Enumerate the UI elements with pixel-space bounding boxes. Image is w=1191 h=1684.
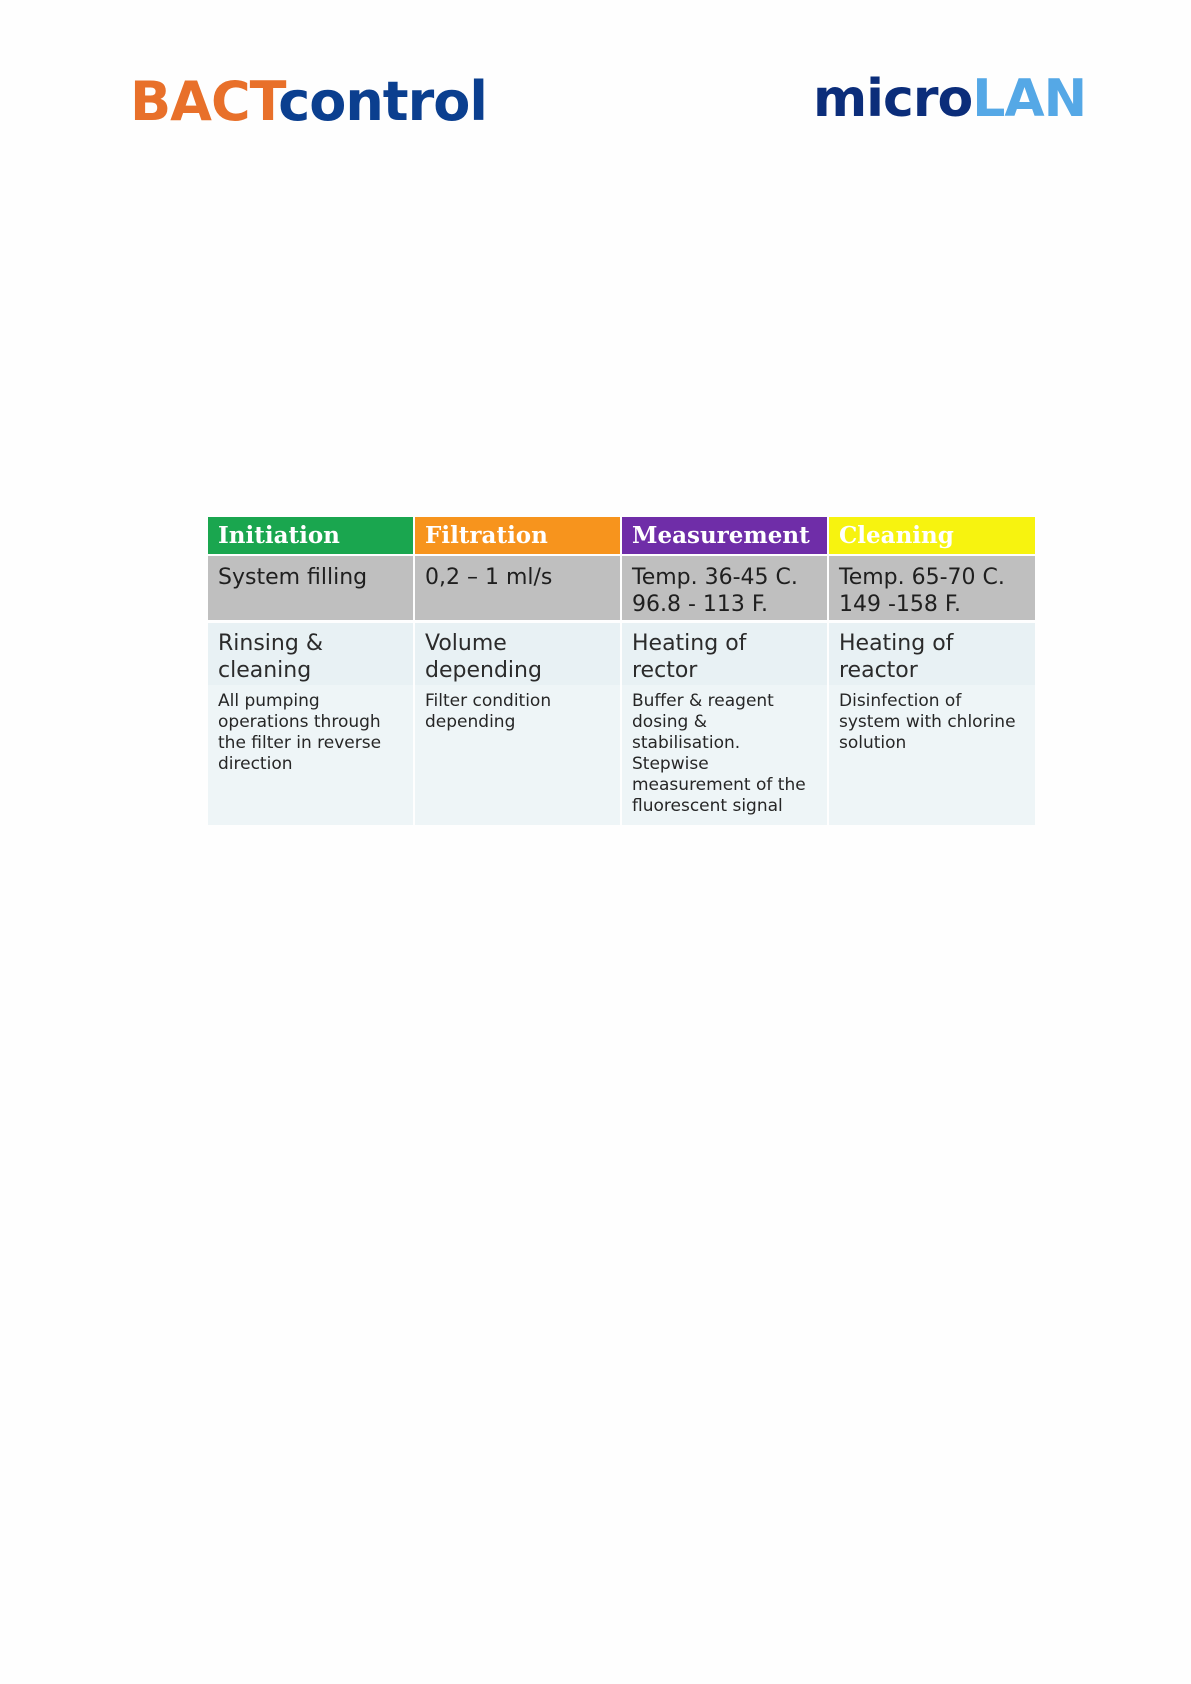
cell-line: Filter condition [425, 691, 552, 711]
cell-line: fluorescent signal [632, 796, 783, 816]
cell-line: Heating of [632, 631, 747, 656]
cell-line: depending [425, 712, 516, 732]
table-cell [622, 556, 827, 620]
header-filtration: Filtration [415, 517, 620, 554]
table-cell [829, 685, 1035, 825]
cell-line: reactor [839, 658, 918, 683]
table-cell [622, 623, 827, 685]
header-measurement: Measurement [622, 517, 827, 554]
cell-line: dosing & [632, 712, 707, 732]
bactcontrol-logo-part1: BACT [130, 70, 279, 133]
header-initiation: Initiation [208, 517, 413, 554]
cell-line: 0,2 – 1 ml/s [425, 565, 553, 590]
cell-line: Temp. 36-45 C. [632, 565, 798, 590]
bactcontrol-logo [130, 70, 487, 133]
cell-line: Buffer & reagent [632, 691, 774, 711]
table-cell [415, 623, 620, 685]
cell-line: system with chlorine [839, 712, 1016, 732]
cell-line: depending [425, 658, 542, 683]
cell-line: Disinfection of [839, 691, 962, 711]
table-cell [829, 556, 1035, 620]
cell-line: System filling [218, 565, 368, 590]
cell-line: Rinsing & [218, 631, 323, 656]
cell-line: rector [632, 658, 698, 683]
cell-line: cleaning [218, 658, 312, 683]
cell-line: Volume [425, 631, 507, 656]
cell-line: 149 -158 F. [839, 592, 962, 617]
cell-line: the filter in reverse [218, 733, 382, 753]
cell-line: operations through [218, 712, 381, 732]
cell-line: All pumping [218, 691, 320, 711]
table-cell [208, 685, 413, 825]
bactcontrol-logo-part2: control [278, 70, 487, 133]
microlan-logo-part2: LAN [972, 69, 1087, 129]
cell-line: 96.8 - 113 F. [632, 592, 769, 617]
cell-line: solution [839, 733, 907, 753]
table-cell [208, 623, 413, 685]
table-cell [622, 685, 827, 825]
table-cell [829, 623, 1035, 685]
cell-line: stabilisation. [632, 733, 741, 753]
cell-line: measurement of the [632, 775, 806, 795]
table-cell [415, 556, 620, 620]
cell-line: direction [218, 754, 293, 774]
table-cell [208, 556, 413, 620]
cell-line: Heating of [839, 631, 954, 656]
cell-line: Temp. 65-70 C. [839, 565, 1005, 590]
microlan-logo-part1: micro [813, 69, 973, 129]
header-cleaning: Cleaning [829, 517, 1035, 554]
cell-line: Stepwise [632, 754, 709, 774]
table-cell [415, 685, 620, 825]
microlan-logo [813, 69, 1087, 129]
process-stages-table [208, 517, 1036, 825]
